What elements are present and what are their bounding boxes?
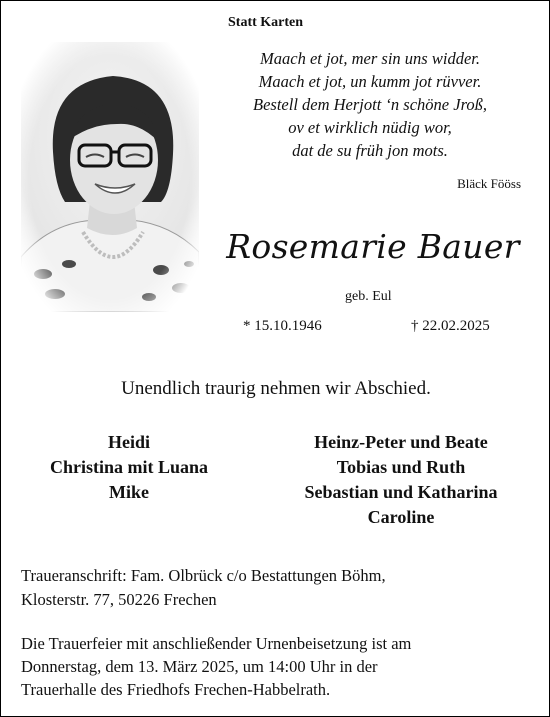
verse [213,47,527,162]
mourner-name: Sebastian und Katharina [304,482,498,502]
mourning-address [21,564,541,612]
verse-line: Maach et jot, mer sin uns widder. [260,49,480,68]
portrait-photo [21,42,199,312]
address-line: Traueranschrift: Fam. Olbrück c/o Bestattungen Böhm, [21,566,386,585]
verse-line: Bestell dem Herjott ‘n schöne Jroß, [253,95,487,114]
mourner-name: Heinz-Peter und Beate [314,432,488,452]
service-line: Die Trauerfeier mit anschließender Urnenbeisetzung ist am [21,634,412,653]
deceased-name: Rosemarie Bauer [226,227,520,266]
verse-line: ov et wirklich nüdig wor, [288,118,452,137]
mourner-name: Heidi [107,432,150,452]
funeral-service-info [21,632,541,701]
maiden-name: geb. Eul [345,289,392,304]
birth-date: * 15.10.1946 [243,318,322,334]
service-line: Trauerhalle des Friedhofs Frechen-Habbelrath. [21,680,331,699]
mourner-name: Tobias und Ruth [336,457,466,477]
address-line: Klosterstr. 77, 50226 Frechen [21,590,217,609]
death-date: † 22.02.2025 [411,318,490,334]
service-line: Donnerstag, dem 13. März 2025, um 14:00 Uhr in der [21,657,378,676]
mourner-name: Mike [109,482,149,502]
mourners-right [273,430,529,530]
header-label: Statt Karten [228,15,304,30]
mourners-left [19,430,239,505]
verse-line: Maach et jot, un kumm jot rüvver. [258,72,482,91]
verse-author: Bläck Fööss [457,176,521,191]
farewell-text: Unendlich traurig nehmen wir Abschied. [121,378,431,399]
mourner-name: Caroline [367,507,435,527]
mourner-name: Christina mit Luana [49,457,209,477]
verse-line: dat de su früh jon mots. [292,141,448,160]
